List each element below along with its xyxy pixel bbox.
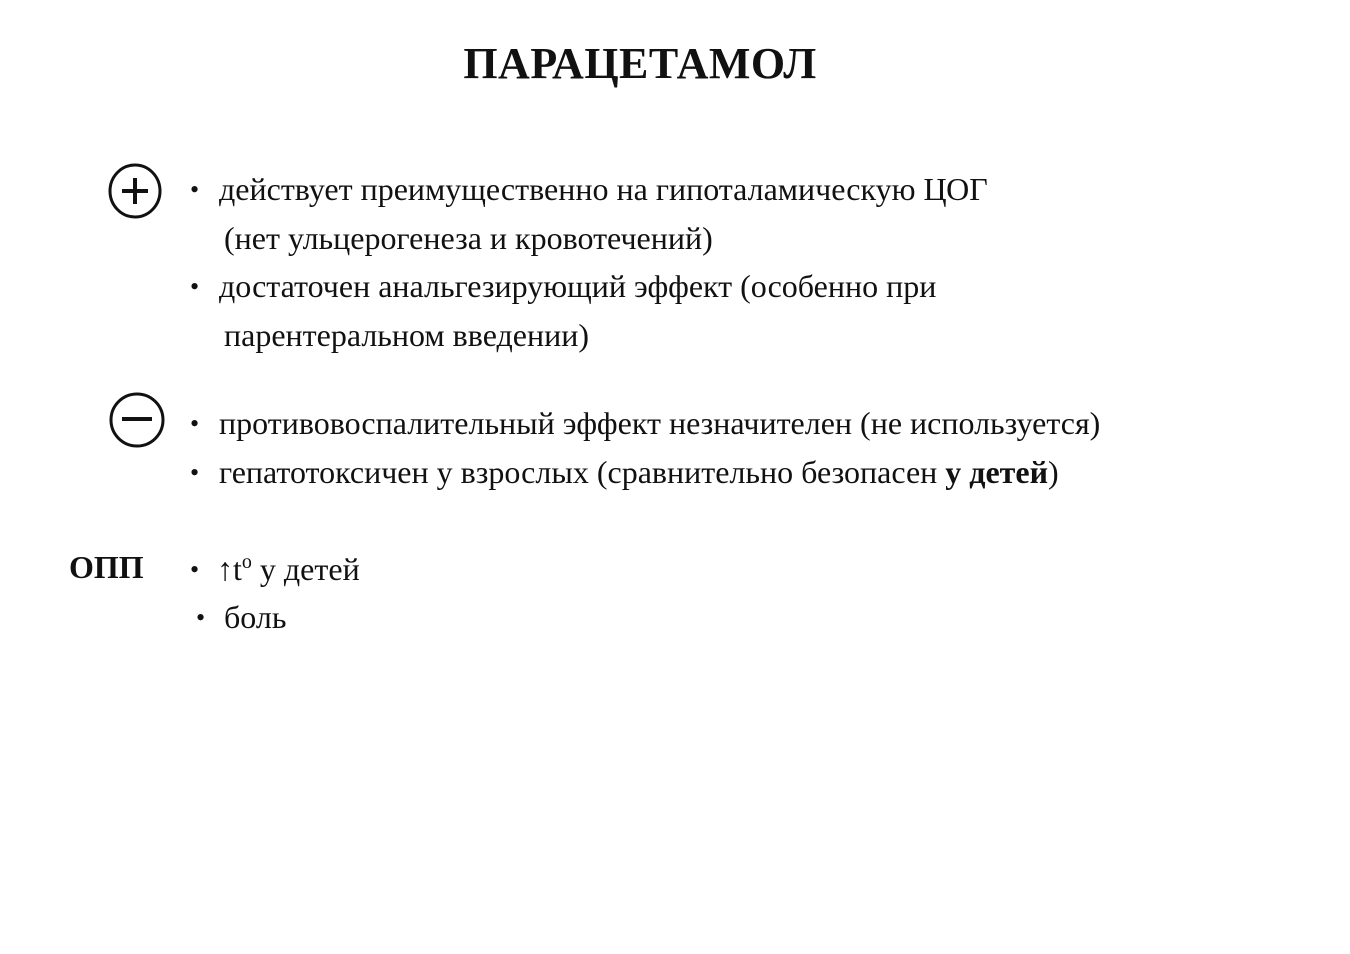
pros-item-2-line-2: парентеральном введении): [224, 317, 589, 353]
pros-item-1-line-2: (нет ульцерогенеза и кровотечений): [224, 220, 713, 256]
cons-item-2-prefix: гепатотоксичен у взрослых (сравнительно безопасен: [219, 454, 946, 490]
bullet: •: [190, 555, 200, 584]
indications-item-1-rest: у детей: [251, 551, 360, 587]
bullet: •: [190, 409, 200, 438]
temperature-arrow: ↑t: [217, 551, 242, 587]
indications-label: ОПП: [69, 549, 144, 585]
minus-circle-icon: [109, 392, 165, 448]
cons-item-2-suffix: ): [1048, 454, 1059, 490]
cons-item-1: противовоспалительный эффект незначителен (не используется): [219, 405, 1101, 441]
pros-item-2-line-1: достаточен анальгезирующий эффект (особенно при: [219, 268, 937, 304]
cons-item-2-bold: у детей: [945, 454, 1049, 490]
plus-circle-icon: [107, 163, 163, 219]
indications-item-1: [217, 549, 360, 589]
bullet: •: [190, 175, 200, 204]
pros-item-1-line-1: действует преимущественно на гипоталамическую ЦОГ: [219, 171, 988, 207]
page-title: ПАРАЦЕТАМОЛ: [463, 39, 817, 88]
cons-item-2: [219, 452, 1059, 492]
indications-item-2: боль: [224, 599, 287, 635]
bullet: •: [196, 603, 206, 632]
bullet: •: [190, 272, 200, 301]
degree-mark: o: [241, 551, 252, 573]
bullet: •: [190, 458, 200, 487]
